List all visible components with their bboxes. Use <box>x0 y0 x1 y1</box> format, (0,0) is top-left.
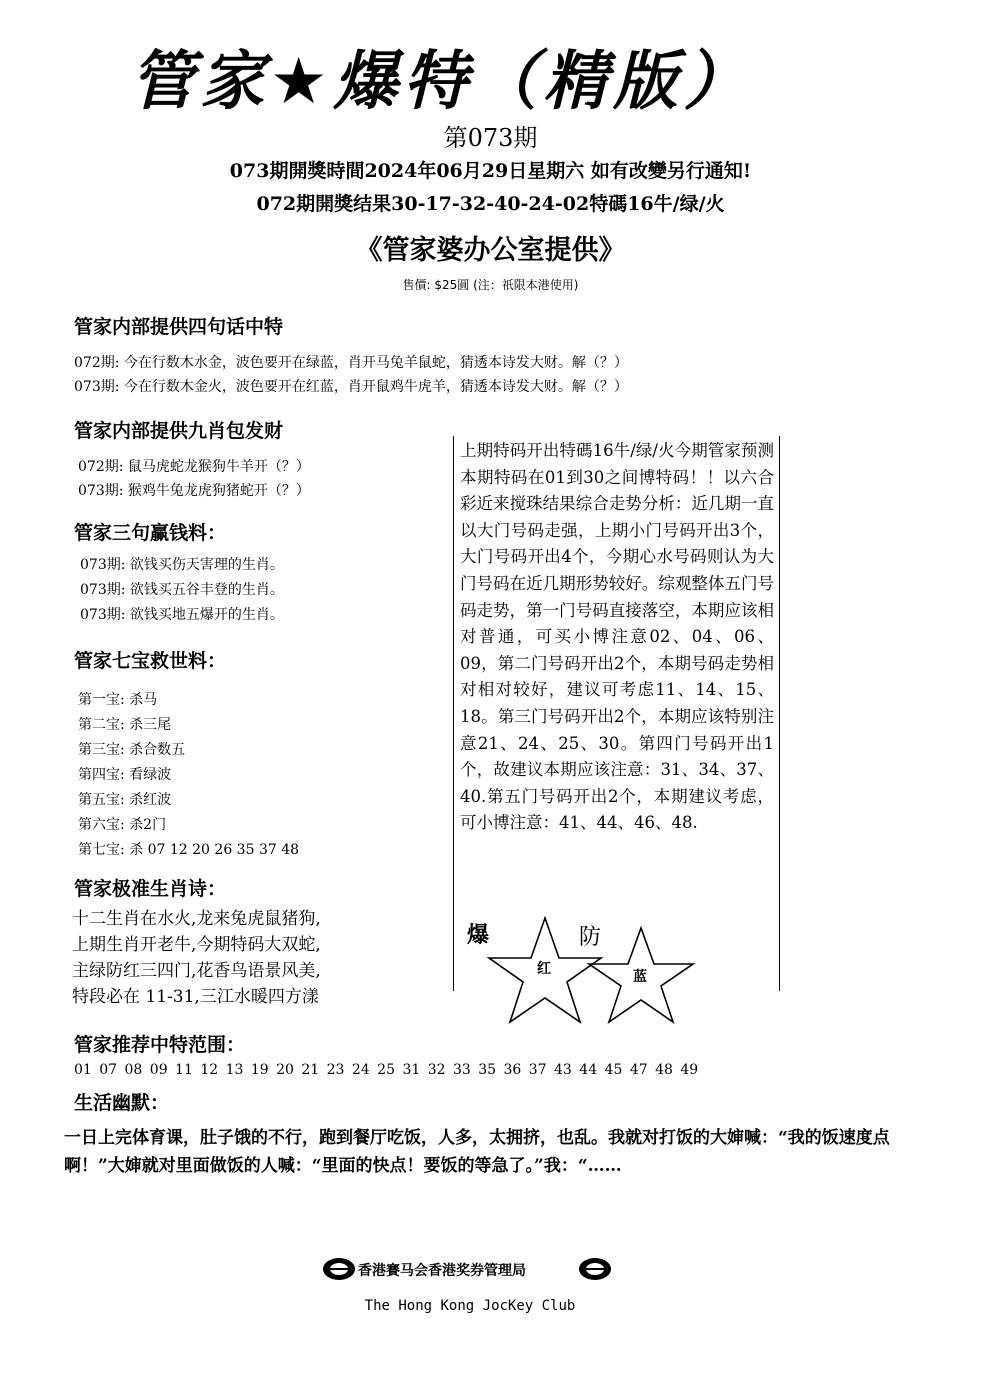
list-item: 第五宝: 杀红波 <box>78 792 172 808</box>
star-right-inner: 蓝 <box>633 969 647 985</box>
section-three-sentences-heading: 管家三句赢钱料： <box>74 522 227 544</box>
list-item: 第三宝: 杀合数五 <box>78 742 186 758</box>
masthead-title: 管家★爆特（精版） <box>130 45 754 119</box>
poem-line: 主绿防红三四门,花香鸟语景风美, <box>72 961 321 981</box>
analysis-text: 上期特码开出特碼16牛/绿/火今期管家预测本期特码在01到30之间博特码！！以六合彩近来搅珠结果综合走势分析：近几期一直以大门号码走强，上期小门号码开出3个，大门号码开出4个，今期心水号码则认为大门号码在近几期形势较好。综观整体五门号码走势，第一门号码直接落空，本期应该相对普通，可买小博注意02、04、06、09，第二门号码开出2个，本期号码走势相对相对较好，建议可考虑11、14、15、18。第三门号码开出2个，本期应该特别注意21、24、25、30。第四门号码开出1个，故建议本期应该注意：31、34、37、40.第五门号码开出2个，本期建议考虑，可小博注意：41、44、46、48. <box>460 441 774 833</box>
footer-org: 香港賽马会香港奖券管理局 <box>358 1263 526 1279</box>
list-item: 第六宝: 杀2门 <box>78 817 167 833</box>
stars-left-label: 爆 <box>467 922 490 948</box>
last-result: 072期開獎结果30-17-32-40-24-02特碼16牛/绿/火 <box>256 193 725 215</box>
joke-heading: 生活幽默： <box>74 1092 170 1114</box>
jockey-club-left-icon <box>322 1256 356 1282</box>
stars-right-label: 防 <box>579 925 602 950</box>
star-left-inner: 红 <box>537 961 551 977</box>
range-numbers: 01 07 08 09 11 12 13 19 20 21 23 24 25 31 32 33 35 36 37 43 44 45 47 48 49 <box>74 1062 699 1078</box>
list-item: 072期: 今在行数木水金，波色要开在绿蓝，肖开马兔羊鼠蛇，猜透本诗发大财。解（？） <box>74 355 628 371</box>
range-heading: 管家推荐中特范围： <box>74 1034 246 1056</box>
poem-line: 上期生肖开老牛,今期特码大双蛇, <box>72 935 321 955</box>
list-item: 第二宝: 杀三尾 <box>78 717 172 733</box>
list-item: 第一宝: 杀马 <box>78 692 158 708</box>
list-item: 第七宝: 杀 07 12 20 26 35 37 48 <box>78 842 300 858</box>
poem-line: 特段必在 11-31,三江水暖四方漾 <box>72 987 319 1007</box>
list-item: 073期: 欲钱买伤天害理的生肖。 <box>80 557 284 573</box>
price-note: 售價: $25圓 (注：祇限本港使用) <box>402 278 579 292</box>
footer-logo <box>322 1252 622 1288</box>
list-item: 073期: 欲钱买地五爆开的生肖。 <box>80 607 284 623</box>
section-nine-zodiac-heading: 管家内部提供九肖包发财 <box>74 420 284 442</box>
list-item: 第四宝: 看绿波 <box>78 767 172 783</box>
footer-english: The Hong Kong JocKey Club <box>364 1298 576 1314</box>
list-item: 073期: 猴鸡牛兔龙虎狗猪蛇开（？） <box>78 483 310 499</box>
joke-text: 一日上完体育课，肚子饿的不行，跑到餐厅吃饭，人多，太拥挤，也乱。我就对打饭的大婶喊：“我的饭速度点啊！”大婶就对里面做饭的人喊：“里面的快点！要饭的等急了。”我：“…… <box>64 1128 890 1176</box>
list-item: 073期: 欲钱买五谷丰登的生肖。 <box>80 582 284 598</box>
list-item: 072期: 鼠马虎蛇龙猴狗牛羊开（？） <box>78 459 310 475</box>
poem-line: 十二生肖在水火,龙来兔虎鼠猪狗, <box>72 909 321 929</box>
list-item: 073期: 今在行数木金火，波色要开在红蓝，肖开鼠鸡牛虎羊，猜透本诗发大财。解（？） <box>74 379 628 395</box>
section-seven-treasures-heading: 管家七宝救世料： <box>74 650 227 672</box>
draw-time: 073期開獎時間2024年06月29日星期六 如有改變另行通知! <box>229 160 752 182</box>
issue-number: 第073期 <box>443 124 538 152</box>
stars-area <box>455 910 775 1020</box>
source-line: 《管家婆办公室提供》 <box>355 235 626 266</box>
section-four-lines-heading: 管家内部提供四句话中特 <box>74 316 284 338</box>
section-zodiac-poem-heading: 管家极准生肖诗： <box>74 878 227 900</box>
jockey-club-right-icon <box>578 1256 612 1282</box>
